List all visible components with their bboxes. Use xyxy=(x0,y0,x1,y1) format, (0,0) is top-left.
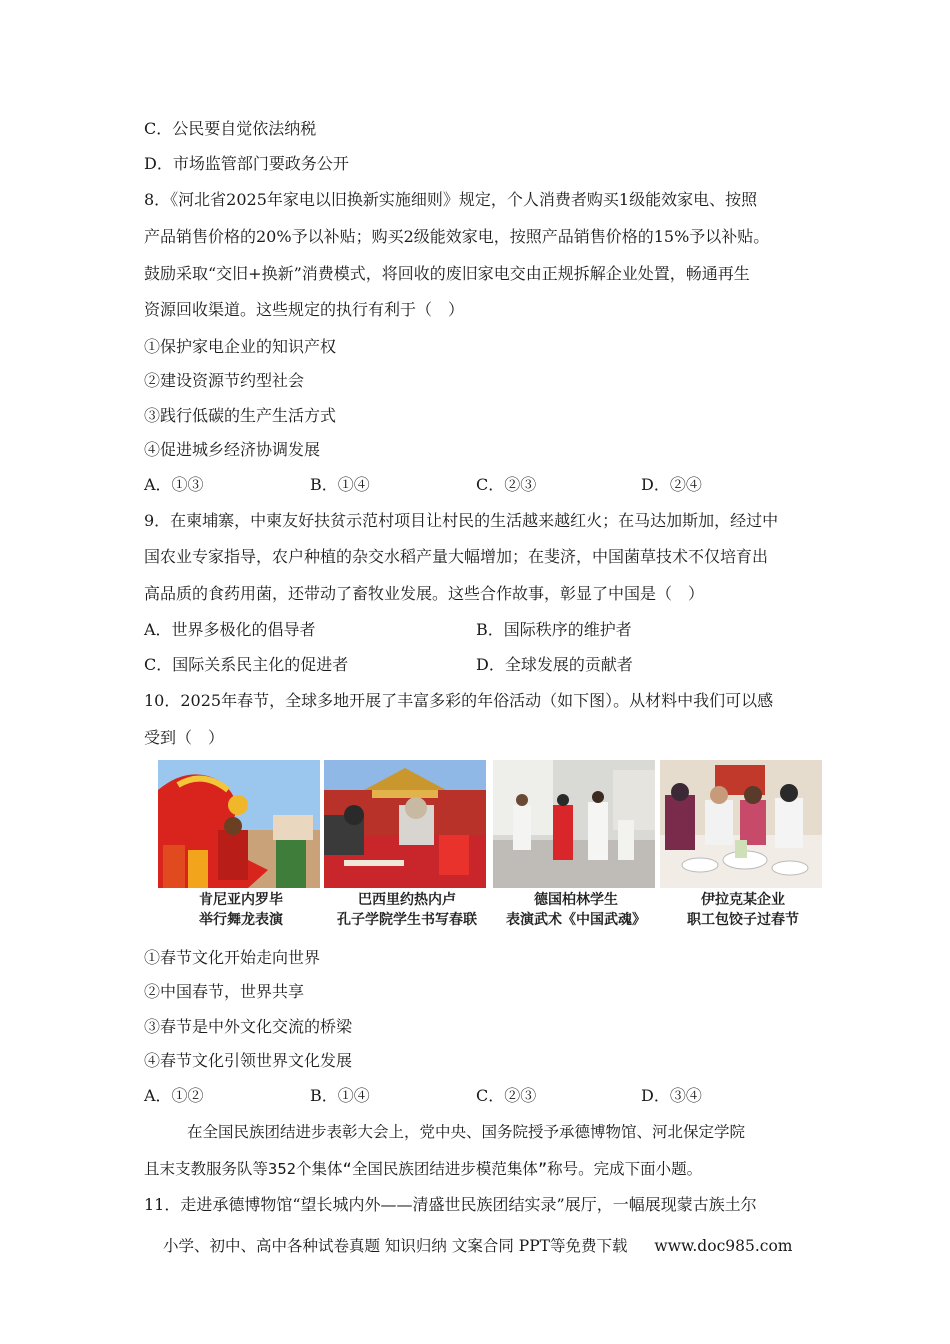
q8-item-4: ④促进城乡经济协调发展 xyxy=(144,440,321,459)
footer-text: 小学、初中、高中各种试卷真题 知识归纳 文案合同 PPT等免费下载 xyxy=(163,1237,628,1255)
q7-option-d: D．市场监管部门要政务公开 xyxy=(144,154,349,173)
q10-option-d: D．③④ xyxy=(641,1086,702,1105)
q10-item-2: ②中国春节，世界共享 xyxy=(144,982,305,1001)
photo-caption-kenya-2: 举行舞龙表演 xyxy=(199,912,283,928)
q9-stem-line-1: 9．在柬埔寨，中柬友好扶贫示范村项目让村民的生活越来越红火；在马达加斯加，经过中 xyxy=(144,511,779,530)
photo-calligraphy xyxy=(324,760,486,888)
q8-stem-line-2: 产品销售价格的20%予以补贴；购买2级能效家电，按照产品销售价格的15%予以补贴。 xyxy=(144,227,770,246)
q11-stem-line-1: 11．走进承德博物馆“望长城内外——清盛世民族团结实录”展厅，一幅展现蒙古族土尔 xyxy=(144,1195,757,1214)
photo-card-iraq xyxy=(660,760,822,930)
q7-option-c: C．公民要自觉依法纳税 xyxy=(144,119,317,138)
q8-stem-line-3: 鼓励采取“交旧+换新”消费模式，将回收的废旧家电交由正规拆解企业处置，畅通再生 xyxy=(144,264,750,283)
q10-item-4: ④春节文化引领世界文化发展 xyxy=(144,1051,353,1070)
photo-caption-germany-2: 表演武术《中国武魂》 xyxy=(506,912,646,928)
q9-option-b: B．国际秩序的维护者 xyxy=(476,620,632,639)
q8-item-1: ①保护家电企业的知识产权 xyxy=(144,337,337,356)
photo-caption-brazil-2: 孔子学院学生书写春联 xyxy=(337,912,477,928)
q9-stem-line-2: 国农业专家指导，农户种植的杂交水稻产量大幅增加；在斐济，中国菌草技术不仅培育出 xyxy=(144,547,769,566)
photo-caption-iraq-2: 职工包饺子过春节 xyxy=(687,912,799,928)
q9-option-c: C．国际关系民主化的促进者 xyxy=(144,655,349,674)
photo-caption-brazil-1: 巴西里约热内卢 xyxy=(358,892,456,908)
photo-card-brazil xyxy=(324,760,486,930)
q10-stem-line-2: 受到（ ） xyxy=(144,728,225,747)
photo-dragon-dance xyxy=(158,760,320,888)
q10-stem-line-1: 10．2025年春节，全球多地开展了丰富多彩的年俗活动（如下图）。从材料中我们可以感 xyxy=(144,691,774,710)
photo-caption-iraq-1: 伊拉克某企业 xyxy=(701,892,785,908)
q8-option-c: C．②③ xyxy=(476,475,537,494)
photo-caption-kenya-1: 肯尼亚内罗毕 xyxy=(199,892,283,908)
q10-photo-strip xyxy=(158,760,822,930)
photo-dumplings xyxy=(660,760,822,888)
q9-stem-line-3: 高品质的食药用菌，还带动了畜牧业发展。这些合作故事，彰显了中国是（ ） xyxy=(144,584,705,603)
q8-option-b: B．①④ xyxy=(310,475,370,494)
q8-item-2: ②建设资源节约型社会 xyxy=(144,371,305,390)
q8-option-d: D．②④ xyxy=(641,475,702,494)
q8-stem-line-1: 8．《河北省2025年家电以旧换新实施细则》规定，个人消费者购买1级能效家电、按照 xyxy=(144,190,758,209)
q9-option-a: A．世界多极化的倡导者 xyxy=(144,620,316,639)
page-footer xyxy=(163,1236,792,1256)
q8-option-a: A．①③ xyxy=(144,475,204,494)
q8-stem-line-4: 资源回收渠道。这些规定的执行有利于（ ） xyxy=(144,300,465,319)
material-line-1: 在全国民族团结进步表彰大会上，党中央、国务院授予承德博物馆、河北保定学院 xyxy=(187,1123,746,1141)
photo-card-germany xyxy=(493,760,655,930)
q10-option-b: B．①④ xyxy=(310,1086,370,1105)
q10-item-1: ①春节文化开始走向世界 xyxy=(144,948,321,967)
photo-caption-germany-1: 德国柏林学生 xyxy=(534,892,618,908)
photo-card-kenya xyxy=(158,760,320,930)
q10-option-c: C．②③ xyxy=(476,1086,537,1105)
footer-url[interactable]: www.doc985.com xyxy=(654,1237,793,1255)
q10-item-3: ③春节是中外文化交流的桥梁 xyxy=(144,1017,353,1036)
q10-option-a: A．①② xyxy=(144,1086,204,1105)
q9-option-d: D．全球发展的贡献者 xyxy=(476,655,633,674)
material-line-2: 且末支教服务队等352个集体“全国民族团结进步模范集体”称号。完成下面小题。 xyxy=(144,1160,703,1178)
q8-item-3: ③践行低碳的生产生活方式 xyxy=(144,406,337,425)
photo-martial-arts xyxy=(493,760,655,888)
